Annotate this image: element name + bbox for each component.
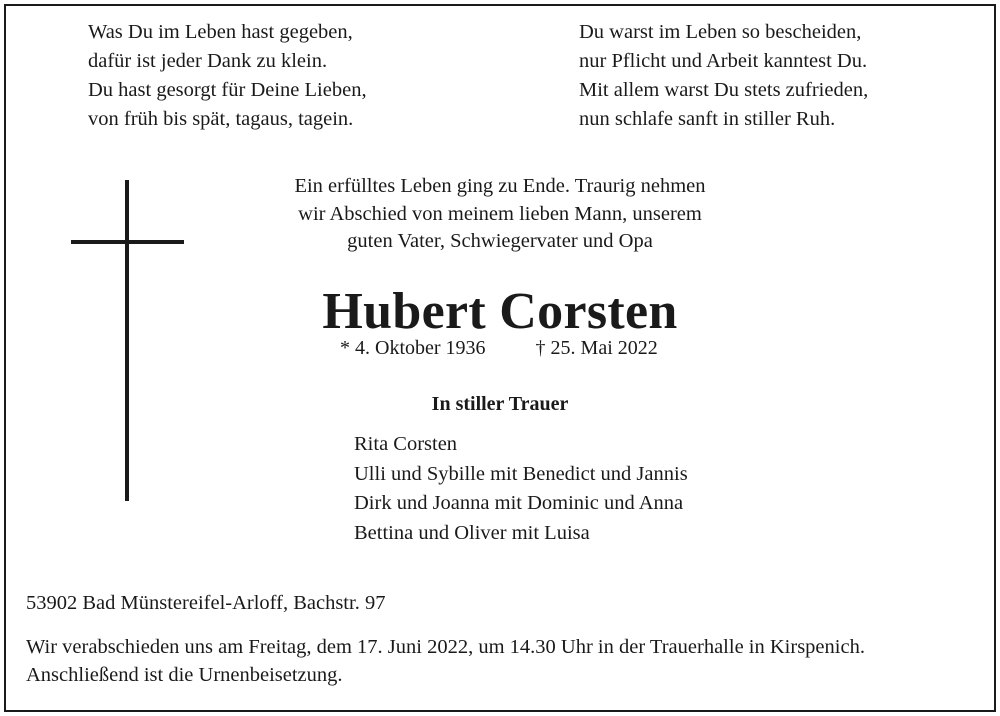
mourning-heading: In stiller Trauer bbox=[431, 393, 569, 415]
funeral-info bbox=[26, 633, 865, 689]
poem-left-line: Du hast gesorgt für Deine Lieben, bbox=[88, 79, 367, 101]
deceased-name: Hubert Corsten bbox=[322, 283, 678, 340]
poem-left-line: dafür ist jeder Dank zu klein. bbox=[88, 50, 328, 72]
poem-left-line: von früh bis spät, tagaus, tagein. bbox=[88, 108, 354, 130]
intro-line: guten Vater, Schwiegervater und Opa bbox=[347, 230, 653, 252]
birth-date: * 4. Oktober 1936 bbox=[340, 337, 486, 359]
poem-right-line: nun schlafe sanft in stiller Ruh. bbox=[579, 108, 836, 130]
family-member: Bettina und Oliver mit Luisa bbox=[354, 521, 590, 544]
cross-vertical-bar bbox=[125, 180, 129, 501]
address: 53902 Bad Münstereifel-Arloff, Bachstr. 97 bbox=[26, 592, 386, 614]
funeral-info-line: Wir verabschieden uns am Freitag, dem 17. Juni 2022, um 14.30 Uhr in der Trauerhalle in Kirspenich. bbox=[26, 636, 865, 658]
family-member: Ulli und Sybille mit Benedict und Jannis bbox=[354, 462, 688, 485]
intro-line: Ein erfülltes Leben ging zu Ende. Traurig nehmen bbox=[294, 175, 706, 197]
death-date: † 25. Mai 2022 bbox=[535, 337, 658, 359]
family-member: Rita Corsten bbox=[354, 433, 458, 455]
intro-text bbox=[200, 173, 800, 256]
family-list bbox=[354, 430, 688, 548]
poem-right bbox=[579, 18, 868, 134]
life-dates bbox=[340, 335, 658, 361]
poem-right-line: Mit allem warst Du stets zufrieden, bbox=[579, 79, 869, 101]
poem-left bbox=[88, 18, 367, 134]
funeral-info-line: Anschließend ist die Urnenbeisetzung. bbox=[26, 664, 343, 686]
cross-horizontal-bar bbox=[71, 240, 184, 244]
family-member: Dirk und Joanna mit Dominic und Anna bbox=[354, 492, 684, 514]
poem-left-line: Was Du im Leben hast gegeben, bbox=[88, 21, 353, 43]
intro-line: wir Abschied von meinem lieben Mann, unserem bbox=[298, 202, 702, 225]
poem-right-line: nur Pflicht und Arbeit kanntest Du. bbox=[579, 50, 868, 72]
poem-right-line: Du warst im Leben so bescheiden, bbox=[579, 21, 862, 43]
